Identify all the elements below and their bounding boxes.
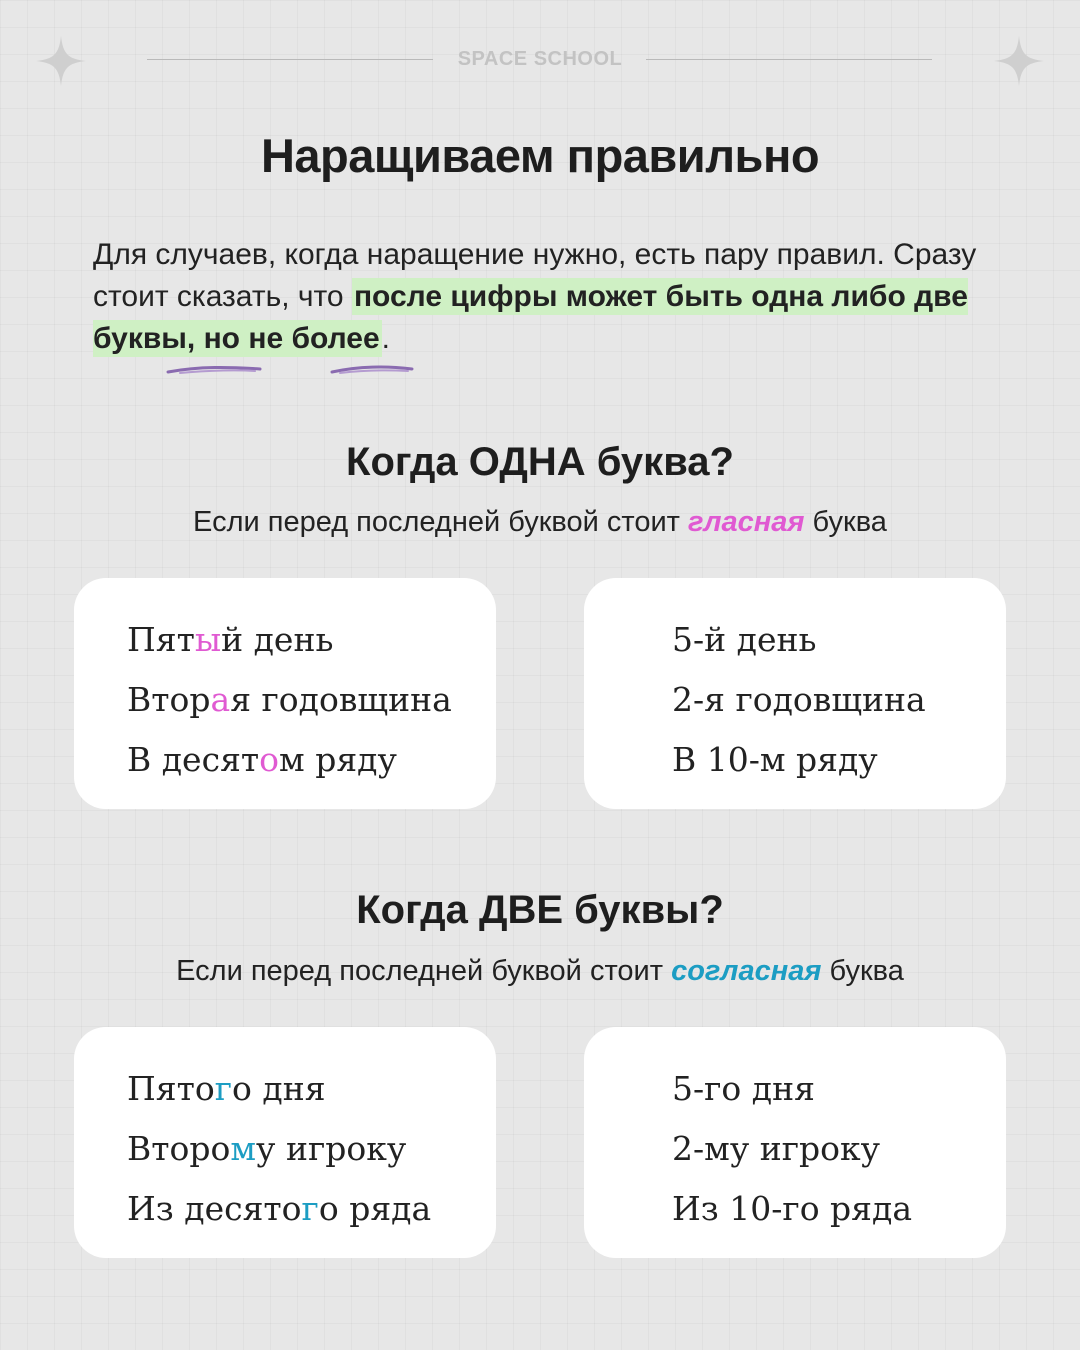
example-ending: у игроку — [256, 1129, 407, 1168]
numeral-example: 2-му игроку — [672, 1129, 881, 1168]
highlighted-letter: м — [230, 1129, 257, 1168]
highlighted-letter: г — [214, 1069, 233, 1108]
section-two-rule-end: буква — [821, 955, 904, 987]
example-stem: В десят — [127, 740, 260, 779]
intro-paragraph — [93, 234, 993, 360]
highlighted-letter: а — [210, 680, 231, 719]
section-two-rule-text: Если перед последней буквой стоит — [176, 955, 672, 987]
page-title: Наращиваем правильно — [260, 129, 820, 182]
example-line — [127, 1059, 496, 1119]
intro-end: . — [381, 322, 390, 355]
numeral-card — [584, 1027, 1006, 1258]
example-stem: Второ — [127, 1129, 231, 1168]
numeral-example: 2-я годовщина — [672, 680, 926, 719]
example-ending: о дня — [232, 1069, 326, 1108]
example-stem: Из десято — [127, 1189, 302, 1228]
section-two-title: Когда ДВЕ буквы? — [356, 888, 724, 932]
intro-text: Для случаев, когда наращение нужно, есть пару правил. Сразу стоит сказать, что — [93, 238, 977, 313]
numeral-example: 5-го дня — [672, 1069, 815, 1108]
numeral-card — [584, 578, 1006, 809]
example-line — [127, 1119, 496, 1179]
section-one-rule-end: буква — [804, 506, 887, 538]
numeral-example: 5-й день — [672, 620, 817, 659]
example-line — [127, 1179, 496, 1239]
numeral-example: Из 10-го ряда — [672, 1189, 912, 1228]
example-line — [127, 610, 496, 670]
example-stem: Втор — [127, 680, 211, 719]
section-two-rule — [0, 955, 1080, 988]
section-one-title: Когда ОДНА буква? — [346, 440, 734, 484]
section-one-rule-text: Если перед последней буквой стоит — [193, 506, 688, 538]
brush-underline-icon — [160, 360, 430, 380]
vowel-keyword: гласная — [688, 506, 805, 538]
example-ending: о ряда — [318, 1189, 432, 1228]
highlighted-letter: г — [301, 1189, 319, 1228]
highlighted-letter: о — [259, 740, 280, 779]
full-word-card — [74, 1027, 496, 1258]
example-stem: Пято — [127, 1069, 215, 1108]
intro-highlight: после цифры может быть одна либо две буквы, но не более — [93, 280, 968, 355]
consonant-keyword: согласная — [671, 955, 822, 987]
full-word-card — [74, 578, 496, 809]
brand-label: SPACE SCHOOL — [457, 48, 623, 70]
section-one-rule — [0, 506, 1080, 539]
numeral-example: В 10-м ряду — [672, 740, 878, 779]
highlighted-letter: ы — [194, 620, 222, 659]
example-line — [127, 730, 496, 790]
example-line — [127, 670, 496, 730]
example-ending: м ряду — [279, 740, 397, 779]
example-ending: й день — [221, 620, 334, 659]
example-stem: Пят — [127, 620, 195, 659]
example-ending: я годовщина — [230, 680, 452, 719]
